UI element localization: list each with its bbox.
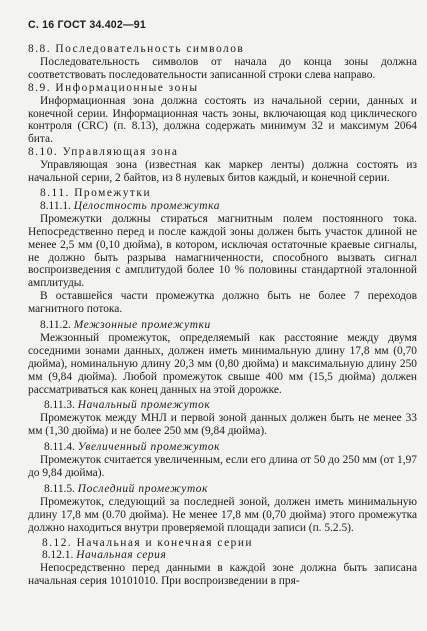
subsection-number: 8.11.3. [44,399,75,412]
paragraph: Промежутки должны стираться магнитным полем постоянного тока. Непосредственно перед и после каждой зоны должен быть участок длиной не менее 2,5 мм (0,10 дюйма), в котором, исключая остаточные краевые сигналы, не должно быть разрыва намагниченности, способного вызвать сигнал воспроизведения с амплитудой более 10 % половины стандартной эталонной амплитуды. [28,212,417,290]
section-heading-8-8: 8.8. Последовательность символов [28,43,245,55]
subsection-number: 8.11.4. [44,441,75,454]
subsection-title: Начальная серия [76,549,167,562]
subsection-title: Последний промежуток [77,482,209,495]
subsection-heading-8-11-5 [28,483,417,496]
paragraph: Информационная зона должна состоять из начальной серии, данных и конечной серии. Информационная часть зоны, включающая код циклического контроля (CRC) (п. 8.13), должна содержать минимум 32 и максимум 2064 бита. [28,94,417,146]
paragraph: Промежуток считается увеличенным, если его длина от 50 до 250 мм (от 1,97 до 9,84 дюйма). [28,454,417,479]
paragraph: Промежуток, следующий за последней зоной, должен иметь минимальную длину 17,8 мм (0.70 дюйма). Не менее 17,8 мм (0,70 дюйма) этого промежутка должно находиться внутри проверяемой площади записи (п. 5.2.5). [28,495,417,534]
subsection-heading-8-11-2 [28,319,417,332]
subsection-title: Увеличенный промежуток [77,441,221,454]
subsection-heading-8-12-1 [28,549,417,562]
subsection-title: Целостность промежутка [73,199,221,212]
section-heading-8-9: 8.9. Информационные зоны [28,81,199,94]
subsection-heading-8-11-3 [28,399,417,412]
section-heading-8-10: 8.10. Управляющая зона [28,146,179,159]
paragraph: Управляющая зона (известная как маркер ленты) должна состоять из начальной серии, 2 байтов, из 8 нулевых битов каждый, и конечной серии. [28,159,417,185]
section-heading-8-12: 8.12. Начальная и конечная серии [42,536,254,549]
page-header: С. 16 ГОСТ 34.402—91 [28,19,146,31]
subsection-heading-8-11-1 [28,200,417,213]
paragraph: Промежуток между МНЛ и первой зоной данных должен быть не менее 33 мм (1,30 дюйма) и не более 250 мм (9,84 дюйма). [28,412,417,438]
paragraph: Межзонный промежуток, определяемый как расстояние между двумя соседними зонами данных, должен иметь минимальную длину 17,8 мм (0,70 дюйма), номинальную длину 20,3 мм (0,80 дюйма) и максимальную длину 250 мм (9,84 дюйма). Любой промежуток свыше 400 мм (15,5 дюйма) должен рассматриваться как конец данных на этой дорожке. [28,331,417,396]
section-heading-8-11: 8.11. Промежутки [40,186,152,199]
paragraph: Непосредственно перед данными в каждой зоне должна быть записана начальная серия 10101010. При воспроизведении в пря- [28,562,417,588]
subsection-heading-8-11-4 [28,441,417,454]
subsection-number: 8.11.5. [44,482,75,495]
subsection-number: 8.11.2. [40,319,71,332]
subsection-number: 8.12.1. [42,549,74,562]
subsection-number: 8.11.1. [40,199,71,212]
subsection-title: Межзонные промежутки [73,319,211,332]
paragraph: В оставшейся части промежутка должно быть не более 7 переходов магнитного потока. [28,290,417,316]
subsection-title: Начальный промежуток [77,399,211,412]
paragraph: Последовательность символов от начала до конца зоны должна соответствовать последовательности записанной строки слева направо. [28,55,417,81]
